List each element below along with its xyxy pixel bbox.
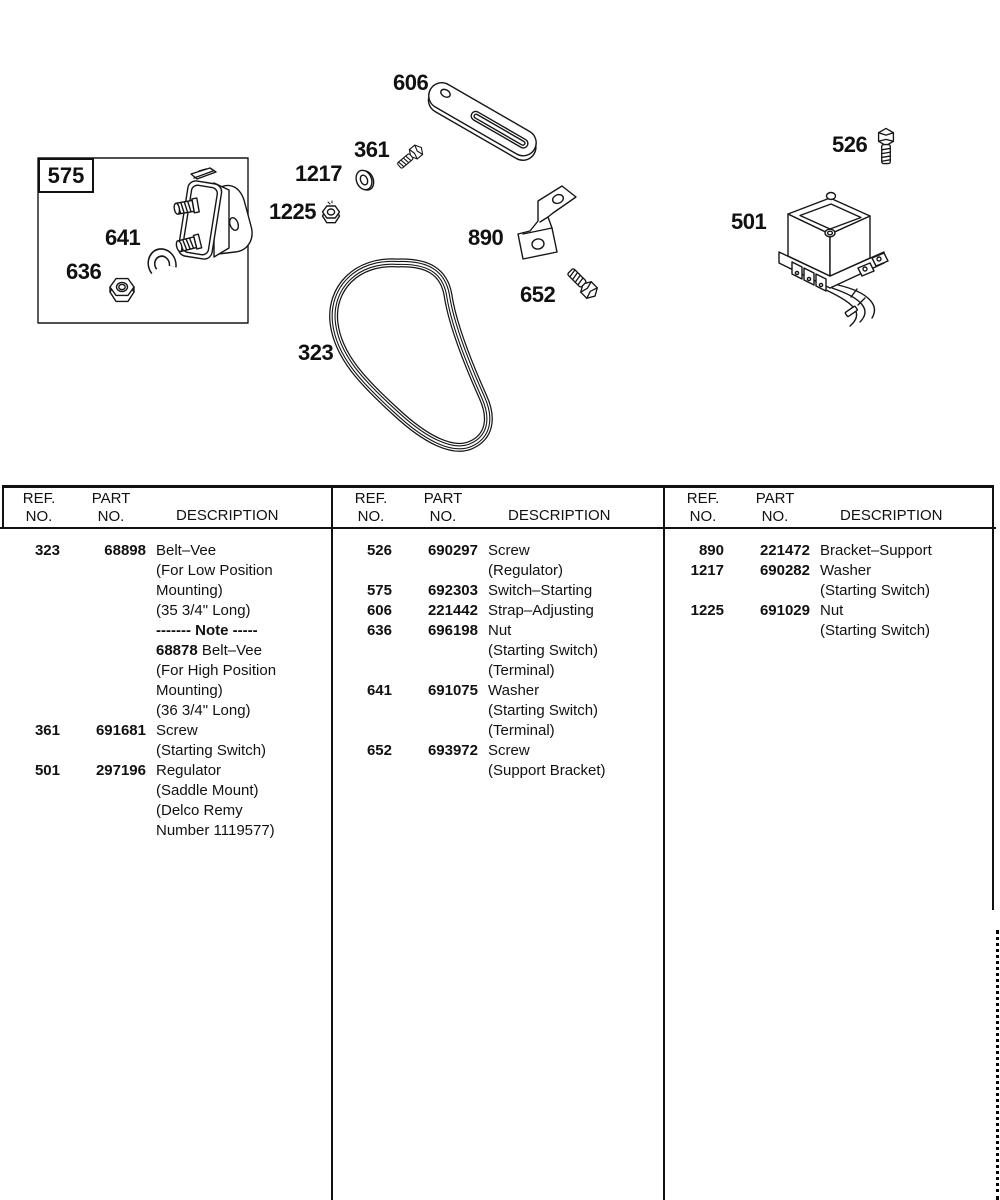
screw-526-drawing	[879, 128, 894, 163]
ref-no-cell	[664, 621, 724, 641]
lock-washer-drawing	[148, 250, 173, 273]
part-no-cell: 297196	[95, 762, 146, 779]
part-no-cell	[60, 581, 146, 601]
parts-column-3	[664, 531, 996, 641]
part-no-cell	[60, 561, 146, 581]
table-row	[664, 601, 996, 621]
description-cell: (Starting Switch)	[488, 702, 599, 719]
ref-no-cell	[332, 661, 392, 681]
part-no-cell: 221472	[759, 542, 810, 559]
description-cell: Screw	[156, 722, 198, 739]
table-row	[332, 681, 664, 701]
ref-no-cell	[0, 741, 60, 761]
table-header-col2: REF. NO. PART NO. DESCRIPTION	[332, 490, 664, 527]
ref-no-cell	[0, 621, 60, 641]
table-row	[0, 601, 332, 621]
table-top-border	[2, 485, 994, 488]
ref-no-cell: 575	[366, 582, 392, 599]
table-header-col3: REF. NO. PART NO. DESCRIPTION	[664, 490, 996, 527]
table-row	[0, 661, 332, 681]
table-row	[0, 641, 332, 661]
ref-no-cell: 1217	[690, 562, 724, 579]
part-no-header: PART	[423, 490, 463, 507]
description-cell: 68878 Belt–Vee	[156, 642, 262, 659]
part-no-cell	[60, 801, 146, 821]
table-row	[332, 541, 664, 561]
part-label-1217: 1217	[295, 161, 342, 186]
part-no-cell	[60, 701, 146, 721]
table-row	[0, 821, 332, 841]
screw-361-drawing	[395, 143, 425, 171]
description-header: DESCRIPTION	[840, 507, 943, 524]
description-cell: (36 3/4" Long)	[156, 702, 251, 719]
part-no-cell	[392, 641, 478, 661]
description-cell: Mounting)	[156, 582, 223, 599]
description-header: DESCRIPTION	[508, 507, 611, 524]
part-label-361: 361	[354, 137, 390, 162]
ref-no-cell	[332, 701, 392, 721]
part-no-cell	[724, 581, 810, 601]
description-cell: Bracket–Support	[820, 542, 932, 559]
table-row	[0, 741, 332, 761]
ref-no-cell	[332, 561, 392, 581]
ref-no-cell	[0, 661, 60, 681]
part-no-cell	[392, 701, 478, 721]
v-belt-drawing	[334, 263, 489, 448]
table-row	[664, 561, 996, 581]
part-label-501: 501	[731, 209, 767, 234]
ref-no-cell: 526	[366, 542, 392, 559]
ref-no-cell	[332, 641, 392, 661]
table-header-col1: REF. NO. PART NO. DESCRIPTION	[0, 490, 332, 527]
part-no-cell	[60, 821, 146, 841]
description-cell: (Starting Switch)	[820, 582, 931, 599]
table-row	[0, 681, 332, 701]
ref-no-cell: 652	[366, 742, 392, 759]
description-cell: (Starting Switch)	[488, 642, 599, 659]
ref-no-cell: 361	[34, 722, 60, 739]
description-cell: (Terminal)	[488, 722, 555, 739]
ref-no-cell	[0, 601, 60, 621]
ref-no-cell	[0, 781, 60, 801]
ref-no-cell: 606	[366, 602, 392, 619]
description-cell: (For Low Position	[156, 562, 273, 579]
part-no-cell: 691681	[95, 722, 146, 739]
table-row	[332, 581, 664, 601]
part-no-header: PART	[91, 490, 131, 507]
starting-switch-drawing	[173, 168, 252, 260]
part-no-header: PART	[755, 490, 795, 507]
ref-no-header: REF.	[354, 490, 388, 507]
screw-652-drawing	[565, 266, 600, 301]
description-cell: Number 1119577)	[156, 822, 275, 839]
table-row	[664, 541, 996, 561]
description-cell: Belt–Vee	[156, 542, 217, 559]
description-cell: Nut	[488, 622, 512, 639]
ref-no-cell	[332, 721, 392, 741]
part-no-cell	[392, 761, 478, 781]
table-row	[0, 621, 332, 641]
table-row	[332, 641, 664, 661]
part-label-323: 323	[298, 340, 334, 365]
table-row	[0, 801, 332, 821]
part-no-cell	[392, 661, 478, 681]
table-row	[0, 721, 332, 741]
part-label-526: 526	[832, 132, 868, 157]
description-cell: Washer	[820, 562, 872, 579]
table-row	[0, 761, 332, 781]
ref-no-cell	[332, 761, 392, 781]
ref-no-cell	[0, 581, 60, 601]
part-no-cell	[392, 721, 478, 741]
description-cell: Washer	[488, 682, 540, 699]
ref-no-cell	[0, 701, 60, 721]
table-row	[0, 781, 332, 801]
description-cell: (Delco Remy	[156, 802, 243, 819]
nut-636-drawing	[110, 279, 134, 302]
table-row	[0, 701, 332, 721]
description-cell: Screw	[488, 742, 530, 759]
part-no-cell: 691029	[759, 602, 810, 619]
table-row	[0, 561, 332, 581]
part-no-cell: 690282	[759, 562, 810, 579]
part-label-890: 890	[468, 225, 504, 250]
table-row	[0, 581, 332, 601]
table-row	[332, 661, 664, 681]
part-no-cell: 696198	[427, 622, 478, 639]
part-no-cell	[60, 621, 146, 641]
ref-no-cell: 636	[366, 622, 392, 639]
ref-no-header: REF.	[686, 490, 720, 507]
nut-1225-drawing	[323, 201, 340, 223]
description-cell: Strap–Adjusting	[488, 602, 594, 619]
description-cell: (Starting Switch)	[820, 622, 931, 639]
table-header-separator	[0, 527, 996, 529]
ref-no-cell: 641	[366, 682, 392, 699]
part-no-cell: 693972	[427, 742, 478, 759]
description-cell: Mounting)	[156, 682, 223, 699]
description-cell: (Regulator)	[488, 562, 564, 579]
parts-column-1	[0, 531, 332, 841]
page-edge-artifact	[996, 930, 999, 1200]
ref-no-cell	[0, 801, 60, 821]
part-label-652: 652	[520, 282, 556, 307]
description-cell: (Support Bracket)	[488, 762, 606, 779]
description-cell: ------- Note -----	[156, 622, 258, 639]
table-row	[664, 581, 996, 601]
table-row	[332, 621, 664, 641]
description-header: DESCRIPTION	[176, 507, 279, 524]
ref-no-cell	[0, 561, 60, 581]
adjusting-strap-drawing	[422, 78, 543, 165]
table-row	[332, 761, 664, 781]
description-cell: (Terminal)	[488, 662, 555, 679]
parts-diagram	[0, 0, 1000, 486]
parts-column-2	[332, 531, 664, 781]
part-no-cell	[60, 601, 146, 621]
part-label-641: 641	[105, 225, 141, 250]
part-no-cell	[60, 681, 146, 701]
ref-no-cell: 323	[34, 542, 60, 559]
part-no-cell: 692303	[427, 582, 478, 599]
table-row	[0, 541, 332, 561]
description-cell: Screw	[488, 542, 530, 559]
description-cell: (35 3/4" Long)	[156, 602, 251, 619]
part-label-636: 636	[66, 259, 102, 284]
description-cell: (For High Position	[156, 662, 277, 679]
ref-no-cell	[0, 821, 60, 841]
ref-no-cell	[0, 641, 60, 661]
part-label-606: 606	[393, 70, 429, 95]
description-cell: (Saddle Mount)	[156, 782, 259, 799]
part-no-cell	[392, 561, 478, 581]
part-no-cell	[60, 781, 146, 801]
table-row	[332, 561, 664, 581]
regulator-drawing	[779, 193, 888, 327]
part-no-cell: 221442	[427, 602, 478, 619]
part-no-cell	[60, 741, 146, 761]
description-cell: Switch–Starting	[488, 582, 593, 599]
ref-no-cell: 501	[34, 762, 60, 779]
part-no-cell	[724, 621, 810, 641]
support-bracket-drawing	[518, 186, 576, 259]
part-label-575: 575	[38, 158, 94, 193]
description-cell: Regulator	[156, 762, 222, 779]
part-no-cell	[60, 641, 146, 661]
table-row	[332, 721, 664, 741]
table-row	[664, 621, 996, 641]
part-no-cell: 68898	[104, 542, 146, 559]
ref-no-cell	[664, 581, 724, 601]
table-row	[332, 701, 664, 721]
ref-no-cell: 890	[698, 542, 724, 559]
ref-no-header: REF.	[22, 490, 56, 507]
ref-no-cell	[0, 681, 60, 701]
description-cell: (Starting Switch)	[156, 742, 267, 759]
washer-1217-drawing	[353, 167, 376, 193]
part-label-1225: 1225	[269, 199, 316, 224]
table-row	[332, 601, 664, 621]
ref-no-cell: 1225	[690, 602, 724, 619]
part-no-cell: 691075	[427, 682, 478, 699]
description-cell: Nut	[820, 602, 844, 619]
table-row	[332, 741, 664, 761]
part-no-cell: 690297	[427, 542, 478, 559]
part-no-cell	[60, 661, 146, 681]
